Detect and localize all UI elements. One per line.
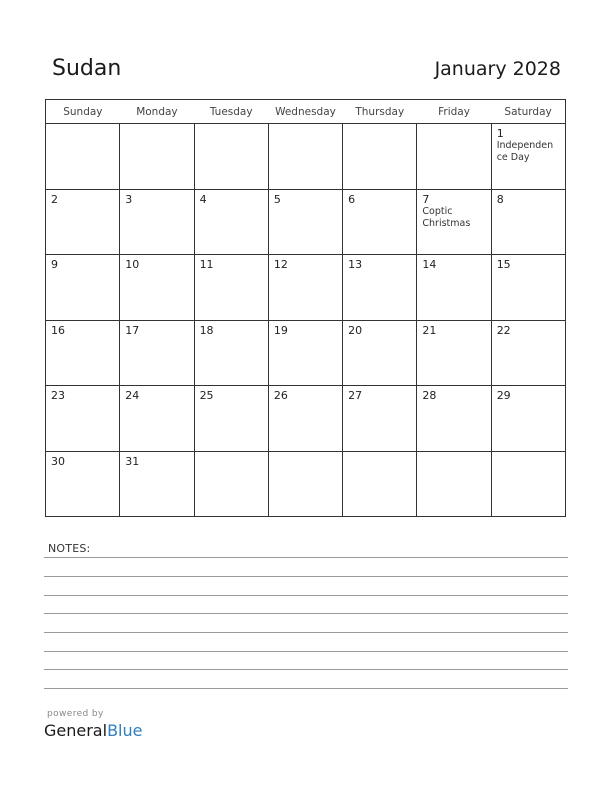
weekday-header: Wednesday [268,100,342,124]
day-cell [417,386,491,452]
day-number: 24 [125,389,140,402]
day-number: 22 [496,323,511,337]
day-number: 29 [496,389,511,402]
calendar-country-title: Sudan [52,56,122,81]
day-number: 14 [422,258,437,271]
day-cell [268,189,342,255]
day-number: 25 [199,389,214,402]
day-number: 23 [51,389,65,402]
day-number: 28 [422,389,437,402]
notes-label: NOTES: [48,542,91,555]
weekday-header-row [46,100,566,124]
brand-general: General [44,721,108,740]
day-cell [120,386,194,452]
holiday-label: Coptic Christmas [422,205,471,229]
day-number: 3 [125,192,133,206]
note-line [44,688,568,689]
day-cell [194,124,268,190]
weekday-header: Sunday [46,100,120,124]
weekday-header: Monday [120,100,194,124]
day-cell [343,451,417,517]
calendar-grid [45,99,566,517]
day-cell [343,320,417,386]
day-cell [491,189,565,255]
day-number: 26 [273,389,288,402]
day-number: 13 [348,258,363,271]
day-cell [46,255,120,321]
holiday-label: Independen ce Day [496,140,554,163]
day-number: 12 [273,258,288,271]
day-number: 2 [51,192,58,206]
day-cell [268,320,342,386]
day-cell [343,189,417,255]
week-row [46,386,566,452]
week-row [46,124,566,190]
day-cell [491,451,565,517]
day-cell [417,189,491,255]
week-row [46,320,566,386]
day-cell [417,255,491,321]
day-number: 17 [125,323,140,337]
day-cell [46,189,120,255]
day-cell [194,320,268,386]
note-line [44,632,568,633]
day-number: 5 [273,192,281,206]
day-cell [46,386,120,452]
day-cell [491,124,565,190]
week-row [46,255,566,321]
day-cell [268,124,342,190]
day-cell [194,255,268,321]
day-number: 11 [199,258,214,271]
note-line [44,595,568,596]
day-cell [268,451,342,517]
day-number: 21 [422,323,437,337]
day-number: 9 [51,258,58,271]
day-number: 1 [496,127,504,140]
day-cell [194,189,268,255]
day-cell [343,386,417,452]
day-number: 4 [199,192,207,206]
weekday-header: Friday [417,100,491,124]
day-number: 15 [496,258,511,271]
note-line [44,669,568,670]
day-number: 6 [348,192,356,206]
day-cell [120,255,194,321]
note-line [44,613,568,614]
day-cell [343,255,417,321]
day-cell [120,320,194,386]
weekday-header: Tuesday [194,100,268,124]
day-cell [120,451,194,517]
day-number: 31 [125,454,140,468]
day-cell [120,124,194,190]
weekday-header: Thursday [343,100,417,124]
day-cell [46,320,120,386]
day-number: 27 [348,389,363,402]
day-cell [194,386,268,452]
note-line [44,576,568,577]
brand-blue: Blue [107,721,143,740]
day-cell [417,320,491,386]
note-line [44,651,568,652]
day-cell [417,124,491,190]
day-number: 19 [273,323,288,337]
day-cell [491,255,565,321]
day-cell [417,451,491,517]
week-row [46,451,566,517]
week-row [46,189,566,255]
day-number: 16 [51,323,65,337]
powered-by-text: powered by [47,709,104,719]
note-line [44,557,568,558]
day-number: 7 [422,192,430,206]
calendar-month-title: January 2028 [434,58,561,80]
day-number: 30 [51,454,65,468]
day-number: 10 [125,258,140,271]
day-cell [194,451,268,517]
day-cell [343,124,417,190]
day-cell [491,386,565,452]
day-number: 20 [348,323,363,337]
day-number: 8 [496,192,504,206]
day-cell [46,451,120,517]
day-cell [268,386,342,452]
day-cell [120,189,194,255]
brand-logo [44,721,142,740]
day-cell [268,255,342,321]
day-cell [46,124,120,190]
day-number: 18 [199,323,214,337]
day-cell [491,320,565,386]
weekday-header: Saturday [491,100,565,124]
